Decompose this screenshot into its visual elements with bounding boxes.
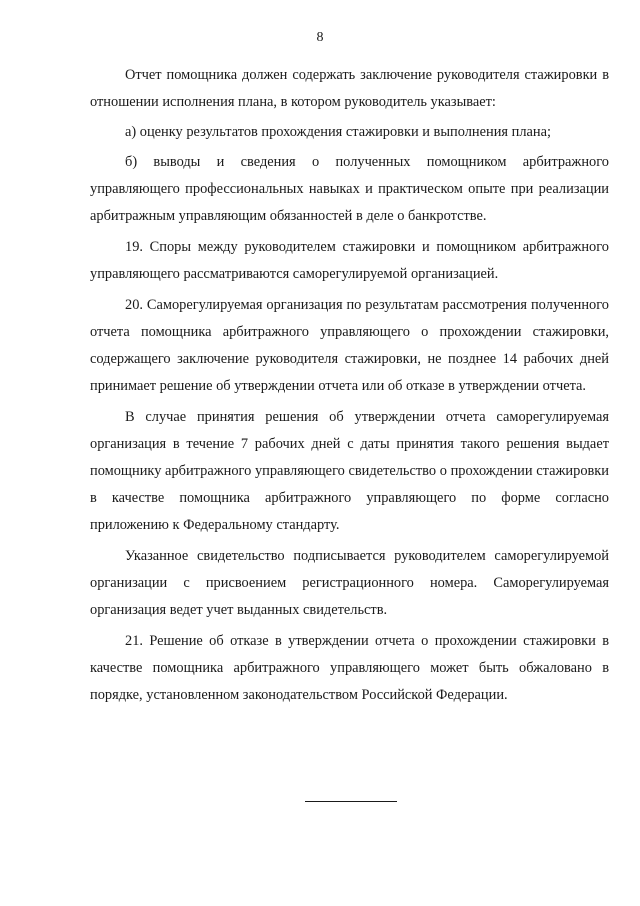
paragraph-item-a: а) оценку результатов прохождения стажировки и выполнения плана; bbox=[125, 124, 551, 140]
page-number: 8 bbox=[316, 30, 324, 45]
paragraph-19: 19. Споры между руководителем стажировки и помощником арбитражного управляющего рассматриваются саморегулируемой организацией. bbox=[90, 239, 609, 282]
paragraph-item-b: б) выводы и сведения о полученных помощником арбитражного управляющего профессиональных навыках и практическом опыте при реализации арбитражным управляющим обязанностей в деле о банкротстве. bbox=[90, 154, 609, 224]
closing-divider bbox=[305, 801, 397, 802]
paragraph-21: 21. Решение об отказе в утверждении отчета о прохождении стажировки в качестве помощника арбитражного управляющего может быть обжаловано в порядке, установленном законодательством Российской Федерации. bbox=[90, 633, 609, 703]
paragraph-20: 20. Саморегулируемая организация по результатам рассмотрения полученного отчета помощника арбитражного управляющего о прохождении стажировки, содержащего заключение руководителя стажировки, не позднее 14 рабочих дней принимает решение об утверждении отчета или об отказе в утверждении отчета. bbox=[90, 297, 609, 394]
document-body bbox=[90, 62, 609, 709]
paragraph-certificate-issue: В случае принятия решения об утверждении отчета саморегулируемая организация в течение 7 рабочих дней с даты принятия такого решения выдает помощнику арбитражного управляющего свидетельство о прохождении стажировки в качестве помощника арбитражного управляющего по форме согласно приложению к Федеральному стандарту. bbox=[90, 409, 609, 533]
paragraph-certificate-signing: Указанное свидетельство подписывается руководителем саморегулируемой организации с присвоением регистрационного номера. Саморегулируемая организация ведет учет выданных свидетельств. bbox=[90, 548, 609, 618]
paragraph-report-conclusion: Отчет помощника должен содержать заключение руководителя стажировки в отношении исполнения плана, в котором руководитель указывает: bbox=[90, 67, 609, 110]
